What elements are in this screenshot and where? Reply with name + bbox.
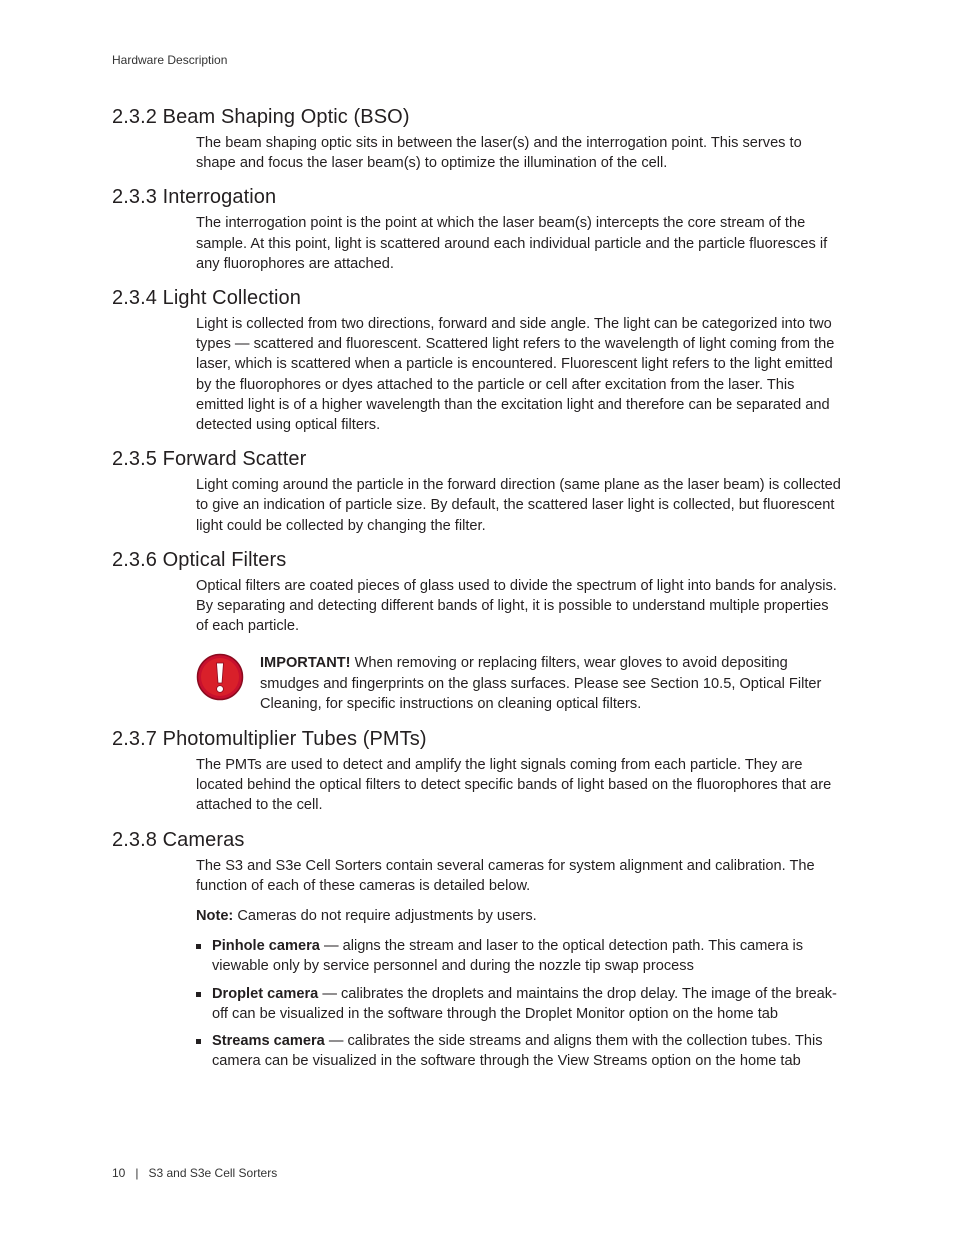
footer-separator: | bbox=[135, 1166, 139, 1180]
list-item bbox=[196, 984, 844, 1024]
section-forward-scatter bbox=[112, 448, 844, 536]
section-body: Light coming around the particle in the forward direction (same plane as the laser beam) is collected to give an indication of particle size. By default, the scattered laser light is collected, but fluorescent light could be collected by changing the filter. bbox=[196, 477, 841, 534]
important-label: IMPORTANT! bbox=[260, 655, 351, 672]
section-body: The interrogation point is the point at which the laser beam(s) intercepts the core stream of the sample. At this point, light is scattered around each individual particle and the particle fluoresces if any fluorophores are attached. bbox=[196, 215, 828, 272]
running-header: Hardware Description bbox=[112, 53, 228, 67]
list-item bbox=[196, 1031, 844, 1071]
section-body: Light is collected from two directions, forward and side angle. The light can be categorized into two types — scattered and fluorescent. Scattered light refers to the wavelength of light coming from the laser, which is scattered when a particle is encountered. Fluorescent light refers to the light emitted by the fluorophores or dyes attached to the particle or cell after excitation from the laser. This emitted light is of a higher wavelength than the excitation light and therefore can be separated and detected using optical filters. bbox=[196, 316, 835, 434]
section-heading: 2.3.2 Beam Shaping Optic (BSO) bbox=[112, 106, 410, 128]
footer-title: S3 and S3e Cell Sorters bbox=[148, 1166, 278, 1180]
section-bso bbox=[112, 106, 844, 173]
camera-name: Streams camera bbox=[212, 1033, 325, 1050]
bullet-icon bbox=[196, 992, 201, 997]
section-heading: 2.3.8 Cameras bbox=[112, 828, 245, 851]
bullet-icon bbox=[196, 944, 201, 949]
section-pmts bbox=[112, 728, 844, 816]
camera-desc: — calibrates the side streams and aligns them with the collection tubes. This camera can be visualized in the software through the View Streams option on the home tab bbox=[212, 1033, 823, 1070]
page-content bbox=[112, 106, 844, 1079]
camera-name: Pinhole camera bbox=[212, 938, 320, 955]
camera-desc: — calibrates the droplets and maintains the drop delay. The image of the break-off can be visualized in the software through the Droplet Monitor option on the home tab bbox=[212, 985, 837, 1022]
section-heading: 2.3.5 Forward Scatter bbox=[112, 448, 307, 471]
important-callout bbox=[196, 653, 844, 714]
section-light-collection bbox=[112, 287, 844, 435]
section-body: The beam shaping optic sits in between the laser(s) and the interrogation point. This serves to shape and focus the laser beam(s) to optimize the illumination of the cell. bbox=[196, 135, 802, 172]
camera-desc: — aligns the stream and laser to the optical detection path. This camera is viewable only by service personnel and during the nozzle tip swap process bbox=[212, 938, 804, 975]
section-body: The S3 and S3e Cell Sorters contain several cameras for system alignment and calibration. The function of each of these cameras is detailed below. bbox=[196, 857, 815, 894]
section-heading: 2.3.6 Optical Filters bbox=[112, 548, 287, 571]
exclamation-warning-icon bbox=[196, 653, 244, 701]
section-cameras bbox=[112, 829, 844, 896]
section-optical-filters bbox=[112, 549, 844, 637]
section-body: The PMTs are used to detect and amplify the light signals coming from each particle. They are located behind the optical filters to detect specific bands of light based on the fluorophores that are attached to the cell. bbox=[196, 757, 832, 814]
section-heading: 2.3.4 Light Collection bbox=[112, 287, 301, 310]
section-body: Optical filters are coated pieces of glass used to divide the spectrum of light into bands for analysis. By separating and detecting different bands of light, it is possible to understand multiple properties of each particle. bbox=[196, 577, 837, 635]
camera-name: Droplet camera bbox=[212, 985, 319, 1002]
list-item bbox=[196, 936, 844, 976]
page-number: 10 bbox=[112, 1166, 126, 1180]
note-text: Cameras do not require adjustments by users. bbox=[233, 908, 537, 925]
section-interrogation bbox=[112, 186, 844, 274]
section-heading: 2.3.3 Interrogation bbox=[112, 186, 277, 209]
bullet-icon bbox=[196, 1039, 201, 1044]
section-heading: 2.3.7 Photomultiplier Tubes (PMTs) bbox=[112, 728, 427, 751]
page-footer bbox=[112, 1166, 277, 1180]
important-text bbox=[260, 653, 844, 714]
camera-list bbox=[196, 936, 844, 1071]
note-label: Note: bbox=[196, 908, 234, 925]
important-body: When removing or replacing filters, wear gloves to avoid depositing smudges and fingerprints on the glass surfaces. Please see Section 10.5, Optical Filter Cleaning, for specific instructions on cleaning optical filters. bbox=[260, 655, 822, 712]
note bbox=[196, 906, 844, 926]
